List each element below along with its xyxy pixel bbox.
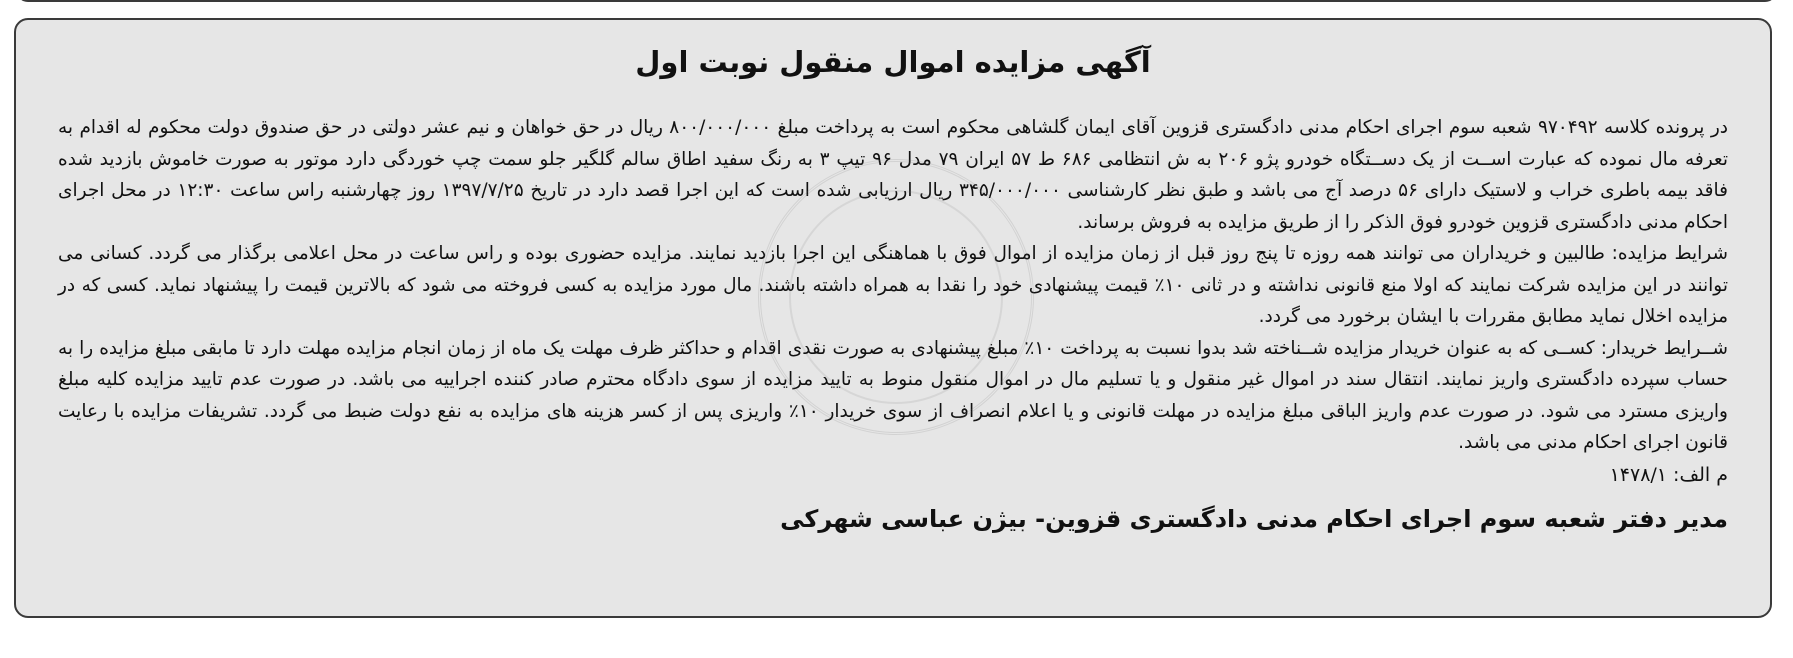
notice-paragraph-buyer-conditions: شــرایط خریدار: کســی که به عنوان خریدار مزایده شــناخته شد بدوا نسبت به پرداخت ۱۰٪ مبلغ پیشنهادی به صورت نقدی اقدام و حداکثر ظرف مهلت یک ماه از زمان انجام مزایده مهلت دارد تا مابقی مبلغ مزایده را به حساب سپرده دادگستری واریز نمایند. انتقال سند در اموال غیر منقول و یا تسلیم مال در اموال منقول منوط به تایید مزایده از سوی دادگاه محترم صادر کننده اجراییه می باشد. در صورت عدم تایید مزایده کلیه مبلغ واریزی مسترد می شود. در صورت عدم واریز الباقی مبلغ مزایده در مهلت قانونی و یا اعلام انصراف از سوی خریدار ۱۰٪ واریزی پس از کسر هزینه های مزایده به نفع دولت ضبط می گردد. تشریفات مزایده با رعایت قانون اجرای احکام مدنی می باشد. [58,337,1728,453]
notice-paragraph-case: در پرونده کلاسه ۹۷۰۴۹۲ شعبه سوم اجرای احکام مدنی دادگستری قزوین آقای ایمان گلشاهی محکوم است به پرداخت مبلغ ۸۰۰/۰۰۰/۰۰۰ ریال در حق خواهان و نیم عشر دولتی در حق صندوق دولت محکوم له اقدام به تعرفه مال نموده که عبارت اســت از یک دســتگاه خودرو پژو ۲۰۶ به ش انتظامی ۶۸۶ ط ۵۷ ایران ۷۹ مدل ۹۶ تیپ ۳ به رنگ سفید اطاق سالم گلگیر جلو سمت چپ خوردگی دارد موتور به صورت خاموش بازدید شده فاقد بیمه باطری خراب و لاستیک دارای ۵۶ درصد آج می باشد و طبق نظر کارشناسی ۳۴۵/۰۰۰/۰۰۰ ریال ارزیابی شده است که این اجرا قصد دارد در تاریخ ۱۳۹۷/۷/۲۵ روز چهارشنبه راس ساعت ۱۲:۳۰ در محل اجرای احکام مدنی دادگستری قزوین خودرو فوق الذکر را از طریق مزایده به فروش برساند. [58,117,1729,233]
notice-paragraph-auction-conditions: شرایط مزایده: طالبین و خریداران می توانند همه روزه تا پنج روز قبل از زمان مزایده از اموال فوق با هماهنگی این اجرا بازدید نمایند. مزایده حضوری بوده و راس ساعت در محل اعلامی برگذار می گردد. کسانی می توانند در این مزایده شرکت نمایند که اولا منع قانونی نداشته و در ثانی ۱۰٪ قیمت پیشنهادی خود را نقدا به همراه داشته باشند. مال مورد مزایده به کسی فروخته می شود که بالاترین قیمت را پیشنهاد نماید. کسی که در مزایده اخلال نماید مطابق مقررات با ایشان برخورد می گردد. [58,243,1728,327]
notice-title: آگهی مزایده اموال منقول نوبت اول [635,45,1151,79]
signature-line: مدیر دفتر شعبه سوم اجرای احکام مدنی دادگستری قزوین- بیژن عباسی شهرکی [780,504,1728,533]
auction-notice-box [14,18,1772,618]
previous-notice-frame [16,0,1777,2]
reference-number: م الف: ۱۴۷۸/۱ [1609,463,1728,486]
